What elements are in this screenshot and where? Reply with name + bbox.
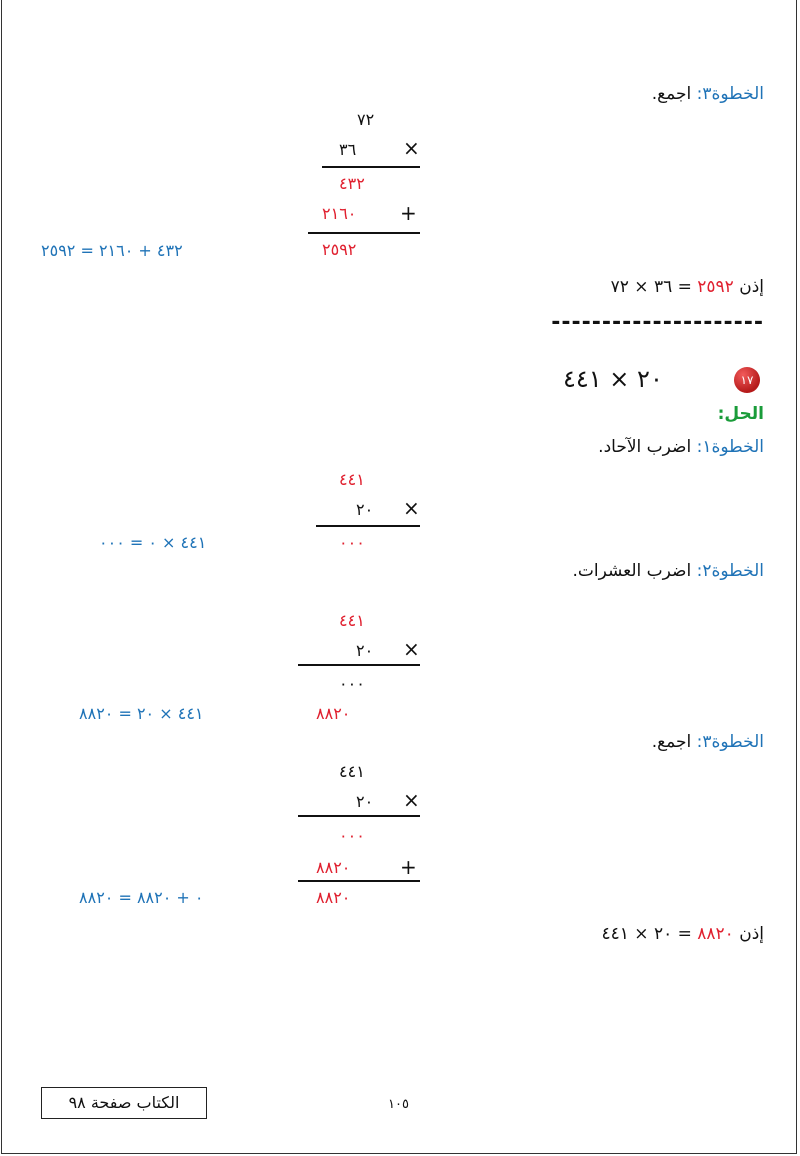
- step-label: الخطوة٣:: [696, 84, 764, 104]
- multiplicand: ٤٤١: [339, 470, 365, 489]
- problem-number-badge: ١٧: [734, 367, 760, 393]
- step3-heading: [652, 84, 764, 104]
- times-sign: ×: [403, 788, 420, 812]
- multiplier: ٢٠: [356, 641, 374, 660]
- step3b-heading: [652, 732, 764, 752]
- step-text: اجمع.: [651, 84, 697, 104]
- plus-sign: +: [400, 201, 417, 225]
- multiplicand: ٤٤١: [339, 762, 365, 781]
- multiplier: ٣٦: [339, 140, 357, 159]
- times-sign: ×: [403, 496, 420, 520]
- multiplier: ٢٠: [356, 792, 374, 811]
- total-product: ٨٨٢٠: [316, 888, 351, 907]
- conclusion-line: إذن ٨٨٢٠ = ٢٠ × ٤٤١: [601, 924, 764, 944]
- rule-line: [322, 166, 420, 168]
- total-product: ٢٥٩٢: [322, 240, 357, 259]
- side-equation: ٤٤١ × ٠ = ٠٠٠: [99, 533, 207, 552]
- rule-line: [298, 664, 420, 666]
- multiplier: ٢٠: [356, 500, 374, 519]
- page-number: ١٠٥: [388, 1097, 409, 1112]
- multiplicand: ٧٢: [357, 110, 375, 129]
- step1-heading: [598, 437, 764, 457]
- conclusion-result: ٨٨٢٠: [697, 924, 734, 944]
- step-label: الخطوة٢:: [696, 561, 764, 581]
- conclusion-line: إذن ٢٥٩٢ = ٣٦ × ٧٢: [610, 277, 764, 297]
- conclusion-result: ٢٥٩٢: [697, 277, 734, 297]
- rule-line: [308, 232, 420, 234]
- step-text: اضرب العشرات.: [572, 561, 697, 581]
- side-equation: ٤٣٢ + ٢١٦٠ = ٢٥٩٢: [41, 241, 183, 260]
- partial-product-2: ٢١٦٠: [322, 204, 357, 223]
- step-text: اضرب الآحاد.: [598, 437, 697, 457]
- partial-product-1: ٠٠٠: [339, 674, 365, 693]
- rule-line: [316, 525, 420, 527]
- problem-expression: ٢٠ × ٤٤١: [563, 365, 663, 393]
- solution-label: الحل:: [717, 404, 764, 424]
- plus-sign: +: [400, 855, 417, 879]
- partial-product-1: ٤٣٢: [339, 174, 365, 193]
- book-page-reference: الكتاب صفحة ٩٨: [41, 1087, 207, 1119]
- multiplicand: ٤٤١: [339, 611, 365, 630]
- rule-line: [298, 880, 420, 882]
- conclusion-prefix: إذن: [739, 277, 764, 297]
- product: ٠٠٠: [339, 533, 365, 552]
- partial-product-2: ٨٨٢٠: [316, 858, 351, 877]
- partial-product-1: ٠٠٠: [339, 826, 365, 845]
- step2-heading: [572, 561, 764, 581]
- step-label: الخطوة٣:: [696, 732, 764, 752]
- rule-line: [298, 815, 420, 817]
- side-equation: ٤٤١ × ٢٠ = ٨٨٢٠: [79, 704, 204, 723]
- partial-product-2: ٨٨٢٠: [316, 704, 351, 723]
- times-sign: ×: [403, 136, 420, 160]
- side-equation: ٠ + ٨٨٢٠ = ٨٨٢٠: [79, 888, 204, 907]
- separator: ---------------------: [551, 310, 764, 335]
- times-sign: ×: [403, 637, 420, 661]
- step-text: اجمع.: [651, 732, 697, 752]
- conclusion-prefix: إذن: [739, 924, 764, 944]
- step-label: الخطوة١:: [696, 437, 764, 457]
